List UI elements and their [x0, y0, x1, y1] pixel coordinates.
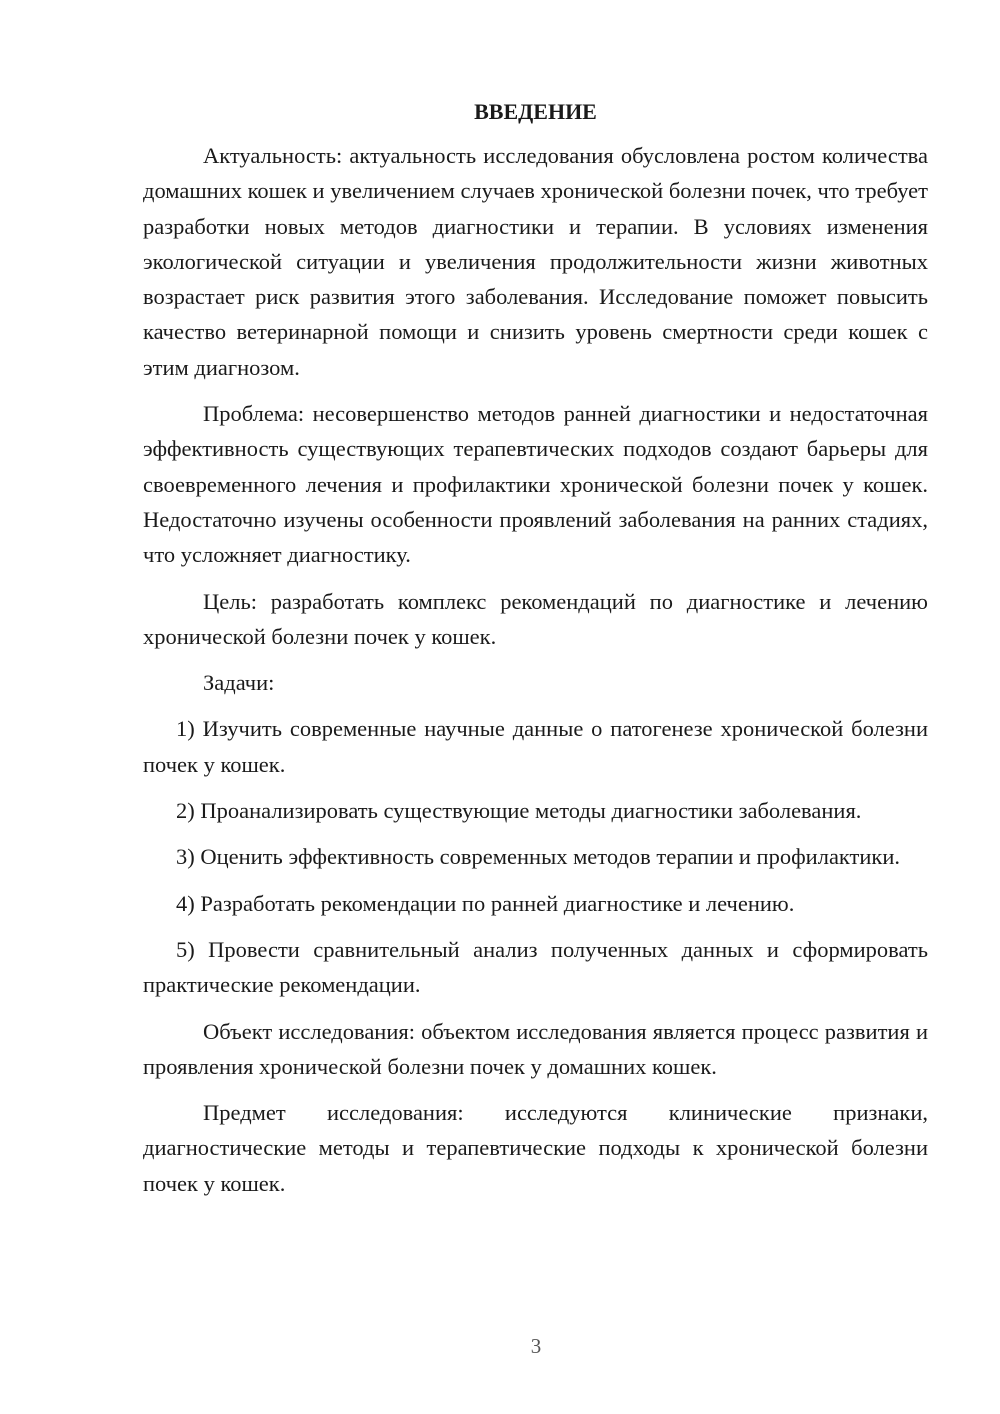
task-item-3: 3) Оценить эффективность современных методов терапии и профилактики.: [176, 844, 901, 870]
task-item-4: 4) Разработать рекомендации по ранней диагностике и лечению.: [176, 890, 795, 916]
task-item-2: 2) Проанализировать существующие методы диагностики заболевания.: [176, 798, 862, 824]
task-item-5: 5) Провести сравнительный анализ полученных данных и сформировать практические рекомендации.: [143, 936, 928, 998]
paragraph-tasks-heading: Задачи:: [203, 670, 275, 696]
section-title: ВВЕДЕНИЕ: [474, 99, 597, 124]
page-number: 3: [530, 1334, 542, 1358]
paragraph-problem: Проблема: несовершенство методов ранней диагностики и недостаточная эффективность существующих терапевтических подходов создают барьеры для своевременного лечения и профилактики хронической болезни почек у кошек. Недостаточно изучены особенности проявлений заболевания на ранних стадиях, что усложняет диагностику.: [143, 401, 928, 568]
paragraph-object: Объект исследования: объектом исследования является процесс развития и проявления хронической болезни почек у домашних кошек.: [143, 1018, 928, 1079]
document-page: [143, 94, 928, 1212]
paragraph-goal: Цель: разработать комплекс рекомендаций по диагностике и лечению хронической болезни почек у кошек.: [143, 588, 928, 649]
paragraph-relevance: Актуальность: актуальность исследования обусловлена ростом количества домашних кошек и увеличением случаев хронической болезни почек, что требует разработки новых методов диагностики и терапии. В условиях изменения экологической ситуации и увеличения продолжительности жизни животных возрастает риск развития этого заболевания. Исследование поможет повысить качество ветеринарной помощи и снизить уровень смертности среди кошек с этим диагнозом.: [143, 143, 928, 380]
task-item-1: 1) Изучить современные научные данные о патогенезе хронической болезни почек у кошек.: [143, 716, 928, 777]
paragraph-subject: Предмет исследования: исследуются клинические признаки, диагностические методы и терапевтические подходы к хронической болезни почек у кошек.: [143, 1100, 928, 1196]
